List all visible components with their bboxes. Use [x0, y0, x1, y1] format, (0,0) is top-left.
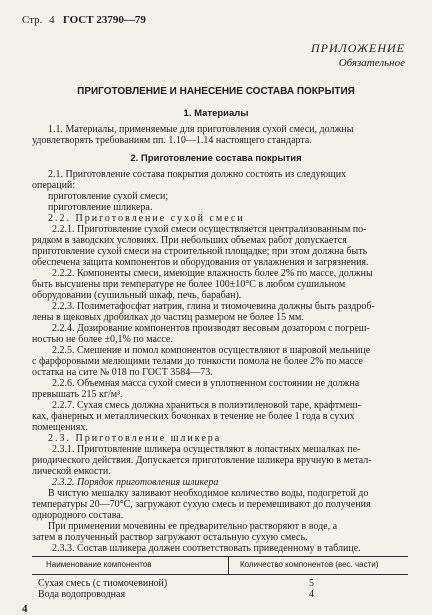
- appendix-subtitle: Обязательное: [338, 57, 405, 69]
- paragraph-line: операций:: [32, 180, 76, 191]
- paragraph-line: остатка на сите № 018 по ГОСТ 3584—73.: [32, 367, 213, 378]
- paragraph-line: 2.3.3. Состав шликера должен соответствовать приведенному в таблице.: [52, 543, 361, 554]
- paragraph-line: быть высушены при температуре не более 100±10°С в любом сушильном: [32, 279, 346, 290]
- components-table: [32, 556, 408, 602]
- paragraph-line: 2.2.1. Приготовление сухой смеси осуществляется централизованным по-: [52, 224, 367, 235]
- appendix-title: ПРИЛОЖЕНИЕ: [311, 41, 405, 55]
- paragraph-line: лены в щековых дробилках до частиц размером не более 15 мм.: [32, 312, 304, 323]
- paragraph-line: удовлетворять требованиям пп. 1.10—1.14 настоящего стандарта.: [32, 135, 312, 146]
- table-header-qty: Количество компонентов (вес. части): [240, 560, 379, 569]
- paragraph-line: помещениях.: [32, 422, 88, 433]
- page-number: 4: [22, 603, 28, 615]
- paragraph-line: с фарфоровыми мелющими телами до тонкости помола не более 2% по массе: [32, 356, 363, 367]
- subsection-heading: 2.3. Приготовление шликера: [48, 433, 222, 444]
- paragraph-line: лической емкости.: [32, 466, 111, 477]
- table-cell-name: Сухая смесь (с тиомочевиной): [38, 578, 168, 589]
- standard-code: ГОСТ 23790—79: [62, 14, 146, 26]
- table-divider: [228, 556, 229, 574]
- section-heading-preparation: 2. Приготовление состава покрытия: [130, 153, 302, 164]
- main-title: ПРИГОТОВЛЕНИЕ И НАНЕСЕНИЕ СОСТАВА ПОКРЫТИЯ: [77, 86, 355, 97]
- paragraph-line: однородного состава.: [32, 510, 124, 521]
- paragraph-line: 2.1. Приготовление состава покрытия должно состоять из следующих: [48, 169, 347, 180]
- table-cell-qty: 5: [309, 578, 314, 589]
- paragraph-line: 1.1. Материалы, применяемые для приготовления сухой смеси, должны: [48, 124, 354, 135]
- paragraph-line: превышать 215 кг/м³.: [32, 389, 123, 400]
- paragraph-line: обеспечена защита компонентов и оборудования от увлажнения и загрязнения.: [32, 257, 369, 268]
- paragraph-line: рядком в заводских условиях. При небольших объемах работ допускается: [32, 235, 347, 246]
- paragraph-line: 2.2.5. Смешение и помол компонентов осуществляют в шаровой мельнице: [52, 345, 371, 356]
- subsection-heading: 2.2. Приготовление сухой смеси: [48, 213, 245, 224]
- paragraph-line: ках, фанерных и металлических бочонках в течение не более 1 года в сухих: [32, 411, 355, 422]
- table-cell-name: Вода водопроводная: [38, 589, 126, 600]
- paragraph-line: 2.3.1. Приготовление шликера осуществляют в лопастных мешалках пе-: [52, 444, 361, 455]
- section-heading-materials: 1. Материалы: [183, 108, 249, 119]
- paragraph-line: 2.2.7. Сухая смесь должна храниться в полиэтиленовой таре, крафтмеш-: [52, 400, 361, 411]
- running-header: [22, 14, 146, 26]
- header-page-number: 4: [49, 14, 55, 26]
- paragraph-line: В чистую мешалку заливают необходимое количество воды, подогретой до: [48, 488, 369, 499]
- paragraph-line: 2.2.2. Компоненты смеси, имеющие влажность более 2% по массе, должны: [52, 268, 373, 279]
- table-rule-mid: [32, 574, 408, 575]
- paragraph-line: оборудовании (сушильный шкаф, печь, барабан).: [32, 290, 242, 301]
- table-cell-qty: 4: [309, 589, 314, 600]
- appendix-label: [311, 41, 405, 69]
- paragraph-line: ностью не более ±0,1% по массе.: [32, 334, 173, 345]
- paragraph-line: приготовление сухой смеси;: [48, 191, 169, 202]
- subsection-heading-italic: 2.3.2. Порядок приготовления шликера: [52, 477, 219, 488]
- page-label: Стр.: [22, 14, 43, 26]
- table-header-name: Наименование компонентов: [46, 560, 152, 569]
- paragraph-line: затем в полученный раствор загружают остальную сухую смесь.: [32, 532, 308, 543]
- paragraph-line: 2.2.6. Объемная масса сухой смеси в уплотненном состоянии не должна: [52, 378, 360, 389]
- paragraph-line: риодического действия. Допускается приготовление шликера вручную в метал-: [32, 455, 372, 466]
- paragraph-line: температуры 20—70°С, загружают сухую смесь и перемешивают до получения: [32, 499, 371, 510]
- paragraph-line: 2.2.4. Дозирование компонентов производят весовым дозатором с погреш-: [52, 323, 370, 334]
- paragraph-line: При применении мочевины ее предварительно растворяют в воде, а: [48, 521, 338, 532]
- paragraph-line: приготовление сухой смеси на строительной площадке; при этом должна быть: [32, 246, 368, 257]
- table-rule-top: [32, 556, 408, 557]
- paragraph-line: приготовление шликера.: [48, 202, 153, 213]
- paragraph-line: 2.2.3. Полиметафосфат натрия, глина и тиомочевина должны быть раздроб-: [52, 301, 375, 312]
